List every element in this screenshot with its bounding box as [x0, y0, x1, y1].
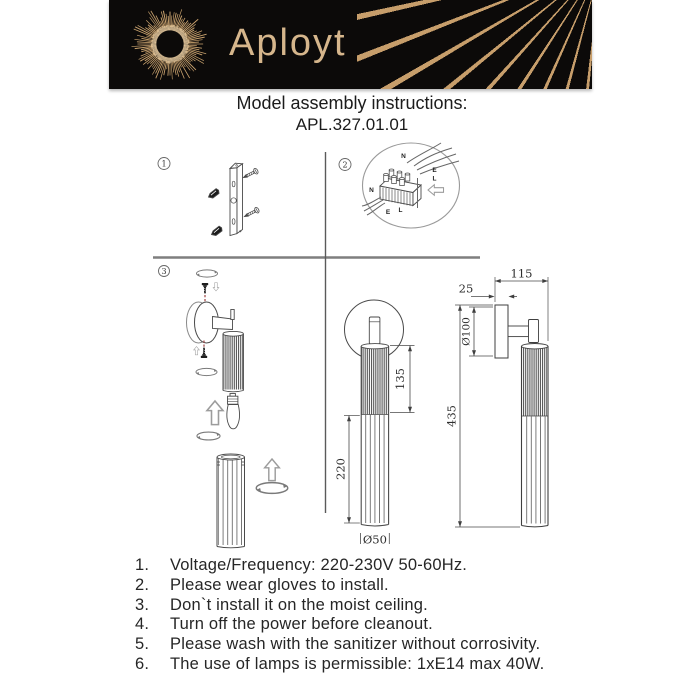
up-arrow-icon: [265, 459, 280, 481]
rotate-icon: [197, 270, 218, 277]
wall-anchor-icon: [210, 225, 224, 237]
wire-label-l: L: [398, 207, 403, 214]
svg-text:1: 1: [161, 159, 167, 169]
item-text: The use of lamps is permissible: 1xE14 max 40W.: [170, 654, 545, 673]
step2-wiring-diagram: [362, 143, 460, 228]
svg-text:2: 2: [342, 160, 348, 170]
wire-label-e: E: [385, 209, 391, 216]
page-title: Model assembly instructions:: [236, 93, 468, 113]
side-view-drawing: [445, 267, 549, 528]
step1-number: [158, 158, 170, 170]
list-item: [135, 596, 675, 616]
screw-icon: [202, 283, 208, 294]
brand-banner: [109, 0, 592, 89]
item-text: Please wash with the sanitizer without corrosivity.: [170, 635, 541, 654]
up-arrow-icon: [194, 347, 200, 355]
list-item: [135, 635, 675, 655]
dimension-label: 135: [393, 368, 407, 390]
svg-text:3: 3: [161, 266, 167, 276]
rotate-icon: [196, 368, 217, 375]
item-number: 4.: [135, 615, 150, 634]
up-arrow-icon: [207, 401, 223, 425]
item-number: 2.: [135, 575, 150, 594]
lower-tube: [217, 454, 245, 548]
step1-bracket-diagram: [207, 163, 260, 237]
list-item: [135, 556, 675, 576]
wall-anchor-icon: [207, 188, 221, 200]
direction-arrow-icon: [428, 185, 444, 196]
down-arrow-icon: [213, 283, 219, 291]
rays-decoration-icon: [357, 0, 592, 89]
brand-name: Aployt: [229, 22, 347, 64]
rotate-icon: [197, 432, 220, 440]
title-block: [0, 92, 700, 135]
dimension-label: 25: [458, 281, 474, 296]
instruction-list: [135, 556, 675, 675]
dimension-label: Ø100: [460, 317, 473, 346]
list-item: [135, 655, 675, 675]
wire-label-l: L: [432, 175, 437, 183]
screw-icon: [242, 168, 259, 181]
wire-label-n: N: [401, 153, 406, 160]
wire-label-n: N: [369, 187, 374, 194]
item-number: 6.: [135, 654, 150, 673]
dimension-label: Ø50: [362, 532, 387, 547]
assembly-diagram: [130, 140, 580, 555]
ribbed-shade: [223, 331, 243, 391]
dimension-label: 115: [510, 266, 533, 281]
item-text: Voltage/Frequency: 220-230V 50-60Hz.: [170, 556, 468, 574]
item-number: 1.: [135, 556, 150, 574]
e14-bulb-icon: [227, 394, 240, 429]
dimension-label: 220: [333, 458, 348, 480]
step3-assembly-diagram: [187, 270, 288, 548]
dimension-label: 435: [444, 405, 459, 427]
item-text: Please wear gloves to install.: [170, 575, 389, 594]
step3-number: [159, 266, 170, 277]
item-text: Don`t install it on the moist ceiling.: [170, 595, 428, 614]
dimension-25: [471, 295, 517, 299]
list-item: [135, 615, 675, 635]
model-number: APL.327.01.01: [295, 115, 409, 134]
item-number: 3.: [135, 595, 150, 614]
front-view-drawing: [334, 300, 415, 547]
step2-number: [339, 159, 351, 171]
dimension-d100: [469, 307, 493, 356]
item-text: Turn off the power before cleanout.: [170, 615, 433, 634]
item-number: 5.: [135, 635, 150, 654]
rotate-icon: [256, 483, 288, 494]
wire-label-e: E: [432, 167, 437, 174]
aployt-starburst-logo-icon: [127, 1, 213, 87]
screw-icon: [201, 347, 207, 358]
list-item: [135, 576, 675, 596]
screw-icon: [243, 207, 260, 220]
